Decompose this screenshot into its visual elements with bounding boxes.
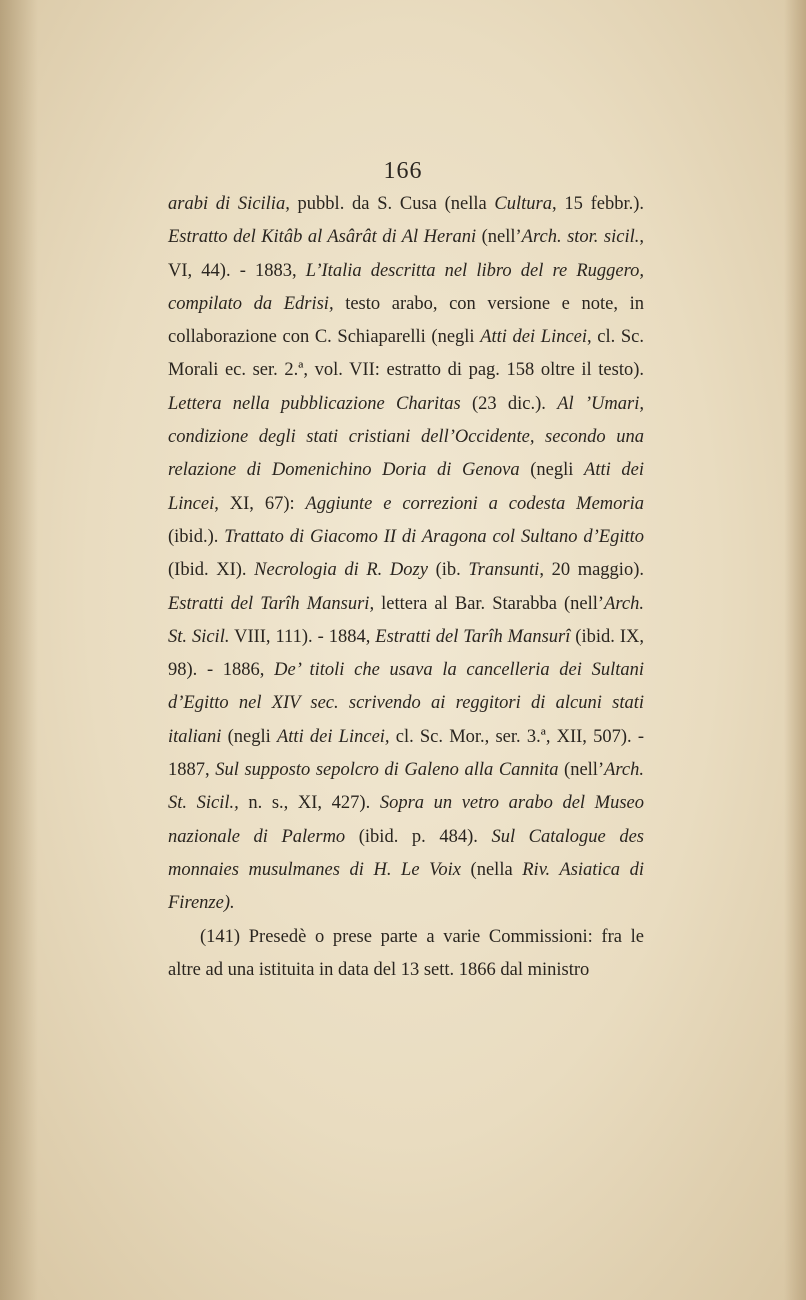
italic-title-segment: L’Italia descritta nel libro del re Ruggero, compilato da Edrisi, <box>168 260 644 314</box>
italic-title-segment: De’ titoli che usava la cancelleria dei Sultani d’Egitto nel XIV sec. scrivendo ai reggitori di alcuni stati italiani <box>168 660 644 747</box>
text-segment: , cl. Sc. Morali ec. ser. 2.ª, vol. VII: estratto di pag. 158 oltre il testo). <box>168 327 644 381</box>
italic-title-segment: Sopra un vetro arabo del Museo nazionale di Palermo <box>168 793 644 847</box>
italic-title-segment: Arch. stor. sicil. <box>521 227 640 248</box>
text-segment: n. s., XI, 427). <box>238 793 380 814</box>
italic-title-segment: Atti dei Lincei <box>168 460 644 514</box>
italic-title-segment: Arch. St. Sicil., <box>168 760 645 814</box>
italic-title-segment: Necrologia di R. Dozy <box>254 560 428 581</box>
italic-title-segment: Lettera nella pubblicazione Charitas <box>168 393 461 414</box>
body-text <box>168 188 644 987</box>
text-segment: (nell’ <box>476 227 522 248</box>
text-segment: (negli <box>221 726 277 747</box>
text-segment: (Ibid. XI). <box>168 560 255 581</box>
italic-title-segment: Cultura <box>494 194 552 214</box>
italic-title-segment: Atti dei Lincei, <box>276 726 390 747</box>
text-segment: VIII, 111). - 1884, <box>229 626 376 647</box>
italic-title-segment: Estratti del Tarîh Mansurî <box>375 626 571 647</box>
italic-title-segment: Sul Catalogue des monnaies musulmanes di H. Le Voix <box>168 826 644 880</box>
italic-title-segment: Estratto del Kitâb al Asârât di Al Herani <box>168 227 477 248</box>
text-segment: (ibid. IX, 98). - 1886, <box>168 626 644 681</box>
italic-title-segment: Sul supposto sepolcro di Galeno alla Cannita <box>215 760 559 781</box>
page-edge-shadow-right <box>784 0 806 1300</box>
italic-title-segment: Trattato di Giacomo II di Aragona col Sultano d’Egitto <box>224 526 644 547</box>
text-segment: lettera al Bar. Starabba (nell’ <box>374 593 605 614</box>
italic-title-segment: Al ’Umari, condizione degli stati cristiani dell’Occidente, secondo una relazione di Domenichino Doria di Genova <box>168 393 644 481</box>
text-segment: , 20 maggio). <box>539 560 644 581</box>
italic-title-segment: Aggiunte e correzioni a codesta Memoria <box>305 493 644 514</box>
text-segment: (ibid. p. 484). <box>345 826 492 847</box>
text-segment: , VI, 44). - 1883, <box>168 227 645 281</box>
text-segment: (nella <box>460 859 523 880</box>
page-edge-shadow-left <box>0 0 38 1300</box>
italic-title-segment: Arch. St. Sicil. <box>168 593 644 647</box>
text-segment: , XI, 67): <box>214 493 306 514</box>
text-segment: pubbl. da S. Cusa (nella <box>289 194 495 214</box>
italic-title-segment: Transunti <box>468 560 540 581</box>
text-segment: testo arabo, con versione e note, in collaborazione con C. Schiaparelli (negli <box>168 293 644 348</box>
text-segment: (negli <box>519 460 585 481</box>
italic-title-segment: Estratti del Tarîh Mansuri, <box>168 593 375 614</box>
italic-title-segment: arabi di Sicilia, <box>168 194 290 214</box>
bibliography-paragraph <box>168 188 644 921</box>
page-number: 166 <box>383 158 423 184</box>
text-segment: , 15 febbr.). <box>552 194 644 214</box>
footnote-141-paragraph: (141) Presedè o prese parte a varie Commissioni: fra le altre ad una istituita in data del 13 sett. 1866 dal ministro <box>168 926 644 980</box>
text-segment: (nell’ <box>558 760 605 781</box>
text-segment: (23 dic.). <box>460 393 558 414</box>
text-segment: (ibid.). <box>168 526 225 547</box>
text-segment: cl. Sc. Mor., ser. 3.ª, XII, 507). - 1887, <box>168 726 644 781</box>
italic-title-segment: Atti dei Lincei <box>480 327 588 348</box>
italic-title-segment: Riv. Asiatica di Firenze). <box>168 859 644 914</box>
text-segment: (ib. <box>427 560 469 581</box>
